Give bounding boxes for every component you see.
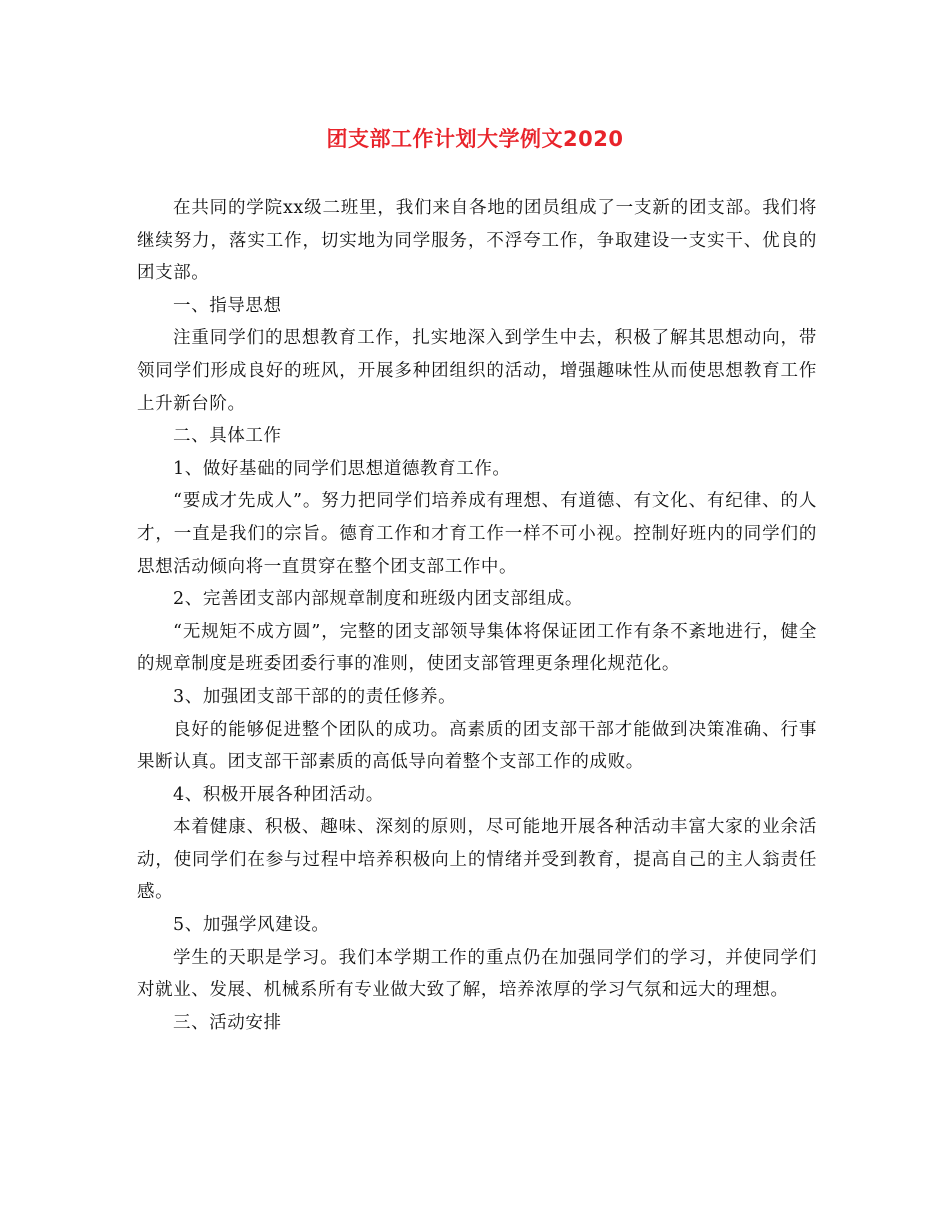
item-5-heading: 5、加强学风建设。 bbox=[173, 915, 330, 936]
item-4-heading: 4、积极开展各种团活动。 bbox=[173, 784, 384, 805]
page-title: 团支部工作计划大学例文2020 bbox=[326, 127, 624, 151]
heading-guiding-ideology: 一、指导思想 bbox=[173, 295, 282, 316]
item-2-body: “无规矩不成方圆”，完整的团支部领导集体将保证团工作有条不紊地进行，健全的规章制度是班委团委行事的准则，使团支部管理更条理化规范化。 bbox=[137, 621, 817, 675]
item-3-body: 良好的能够促进整个团队的成功。高素质的团支部干部才能做到决策准确、行事果断认真。团支部干部素质的高低导向着整个支部工作的成败。 bbox=[137, 719, 817, 773]
item-2-heading: 2、完善团支部内部规章制度和班级内团支部组成。 bbox=[173, 589, 583, 610]
item-3-heading: 3、加强团支部干部的的责任修养。 bbox=[173, 686, 457, 707]
item-4-body: 本着健康、积极、趣味、深刻的原则，尽可能地开展各种活动丰富大家的业余活动，使同学们在参与过程中培养积极向上的情绪并受到教育，提高自己的主人翁责任感。 bbox=[137, 817, 817, 903]
document-body bbox=[137, 192, 817, 1039]
item-1-heading: 1、做好基础的同学们思想道德教育工作。 bbox=[173, 458, 511, 479]
heading-specific-work: 二、具体工作 bbox=[173, 426, 282, 447]
paragraph-intro: 在共同的学院xx级二班里，我们来自各地的团员组成了一支新的团支部。我们将继续努力，落实工作，切实地为同学服务，不浮夸工作，争取建设一支实干、优良的团支部。 bbox=[137, 198, 817, 284]
heading-activity-schedule: 三、活动安排 bbox=[173, 1012, 282, 1033]
item-1-body: “要成才先成人”。努力把同学们培养成有理想、有道德、有文化、有纪律、的人才，一直是我们的宗旨。德育工作和才育工作一样不可小视。控制好班内的同学们的思想活动倾向将一直贯穿在整个团支部工作中。 bbox=[137, 491, 817, 577]
item-5-body: 学生的天职是学习。我们本学期工作的重点仍在加强同学们的学习，并使同学们对就业、发展、机械系所有专业做大致了解，培养浓厚的学习气氛和远大的理想。 bbox=[137, 947, 817, 1001]
paragraph-guiding-ideology: 注重同学们的思想教育工作，扎实地深入到学生中去，积极了解其思想动向，带领同学们形成良好的班风，开展多种团组织的活动，增强趣味性从而使思想教育工作上升新台阶。 bbox=[137, 328, 817, 414]
